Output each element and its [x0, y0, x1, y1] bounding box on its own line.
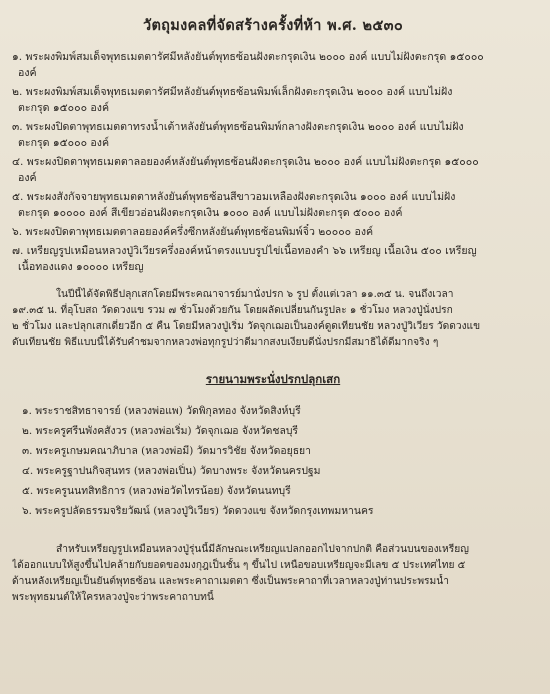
- list-item: [12, 154, 534, 186]
- monk-item: ๓. พระครูเกษมคณาภิบาล (หลวงพ่อมี) วัดมารวิชัย จังหวัดอยุธยา: [22, 445, 311, 457]
- paragraph-line: สำหรับเหรียญรูปเหมือนหลวงปู่รุ่นนี้มีลักษณะเหรียญแปลกออกไปจากปกติ คือส่วนบนของเหรียญ: [56, 544, 469, 555]
- monk-item: ๒. พระครูศรีนพังคสังวร (หลวงพ่อเริ่ม) วัดจุกเฌอ จังหวัดชลบุรี: [22, 425, 299, 437]
- list-item-text: ๑. พระผงพิมพ์สมเด็จพุทธเมตตารัศมีหลังยันต์พุทธซ้อนฝังตะกรุดเงิน ๒๐๐๐ องค์ แบบไม่ฝังตะกรุด ๑๕๐๐๐: [12, 51, 484, 63]
- monk-item: ๔. พระครูฐาปนกิจสุนทร (หลวงพ่อเปิ่น) วัดบางพระ จังหวัดนครปฐม: [22, 465, 321, 477]
- list-item-text: องค์: [18, 172, 37, 184]
- paragraph-line: ในปีนี้ได้จัดพิธีปลุกเสกโดยมีพระคณาจารย์มานั่งปรก ๖ รูป ตั้งแต่เวลา ๑๑.๓๕ น. จนถึงเวลา: [56, 289, 454, 300]
- paragraph-line: ดับเทียนชัย พิธีแบบนี้ได้รับคำชมจากหลวงพ่อทุกรูปว่าดีมากสงบเงียบดีนั่งปรกมีสมาธิได้ดีมากจริง ๆ: [12, 337, 439, 348]
- list-item-text: ๒. พระผงพิมพ์สมเด็จพุทธเมตตารัศมีหลังยันต์พุทธซ้อนพิมพ์เล็กฝังตะกรุดเงิน ๒๐๐๐ องค์ แบบไม่ฝัง: [12, 86, 453, 98]
- list-item-text: ตะกรุด ๑๐๐๐๐ องค์ สีเขียวอ่อนฝังตะกรุดเงิน ๑๐๐๐ องค์ แบบไม่ฝังตะกรุด ๕๐๐๐ องค์: [18, 207, 403, 219]
- paragraph-line: ๑๙.๓๕ น. ที่อุโบสถ วัดดวงแข รวม ๗ ชั่วโมงด้วยกัน โดยผลัดเปลี่ยนกันรูปละ ๑ ชั่วโมง หลวงปู่นั่งปรก: [12, 305, 453, 316]
- paragraph-line: ด้านหลังเหรียญเป็นยันต์พุทธซ้อน และพระคาถาเมตตา ซึ่งเป็นพระคาถาที่เวลาหลวงปู่ท่านประพรมน้ำ: [12, 576, 449, 587]
- paragraph-line: ได้ออกแบบให้สูงขึ้นไปคล้ายกับยอดของมงกุฎเป็นชั้น ๆ ขึ้นไป เหนือขอบเหรียญจะมีเลข ๕ ประเทศไทย ๕: [12, 560, 466, 571]
- ceremony-paragraph: [12, 287, 534, 351]
- monk-item: ๑. พระราชสิทธาจารย์ (หลวงพ่อแพ) วัดพิกุลทอง จังหวัดสิงห์บุรี: [22, 405, 301, 417]
- list-item-text: ๗. เหรียญรูปเหมือนหลวงปู่วิเวียรครึ่งองค์หน้าตรงแบบรูปไข่เนื้อทองคำ ๖๖ เหรียญ เนื้อเงิน ๕๐๐ เหรียญ: [12, 245, 477, 257]
- list-item-text: เนื้อทองแดง ๑๐๐๐๐ เหรียญ: [18, 261, 144, 273]
- monk-list: [12, 403, 534, 520]
- list-item: [12, 119, 534, 151]
- list-item: [12, 49, 534, 81]
- coin-paragraph: [12, 542, 534, 606]
- list-item: [12, 224, 534, 240]
- list-item: [12, 84, 534, 116]
- list-item-text: องค์: [18, 67, 37, 79]
- section-title: รายนามพระนั่งปรกปลุกเสก: [205, 372, 341, 386]
- list-item-text: ๖. พระผงปิดตาพุทธเมตตาลอยองค์ครึ่งซีกหลังยันต์พุทธซ้อนพิมพ์จิ๋ว ๒๐๐๐๐ องค์: [12, 226, 374, 238]
- page-title: วัตถุมงคลที่จัดสร้างครั้งที่ห้า พ.ศ. ๒๕๓๐: [143, 17, 403, 34]
- list-item-text: ตะกรุด ๑๕๐๐๐ องค์: [18, 137, 110, 149]
- monk-item: ๕. พระครูนนทสิทธิการ (หลวงพ่อวัดไทรน้อย) จังหวัดนนทบุรี: [22, 485, 291, 497]
- list-item: [12, 189, 534, 221]
- list-item-text: ๕. พระผงสังกัจจายพุทธเมตตาหลังยันต์พุทธซ้อนสีขาวอมเหลืองฝังตะกรุดเงิน ๑๐๐๐ องค์ แบบไม่ฝัง: [12, 191, 456, 203]
- paragraph-line: พระพุทธมนต์ให้ใครหลวงปู่จะว่าพระคาถาบทนี้: [12, 592, 214, 603]
- list-item-text: ตะกรุด ๑๕๐๐๐ องค์: [18, 102, 110, 114]
- amulet-list: [12, 49, 534, 275]
- list-item-text: ๔. พระผงปิดตาพุทธเมตตาลอยองค์หลังยันต์พุทธซ้อนฝังตะกรุดเงิน ๒๐๐๐ องค์ แบบไม่ฝังตะกรุด ๑๕๐๐๐: [12, 156, 479, 168]
- monk-item: ๖. พระครูปลัดธรรมจริยวัฒน์ (หลวงปู่วิเวียร) วัดดวงแข จังหวัดกรุงเทพมหานคร: [22, 505, 374, 517]
- list-item: [12, 243, 534, 275]
- list-item-text: ๓. พระผงปิดตาพุทธเมตตาทรงน้ำเต้าหลังยันต์พุทธซ้อนพิมพ์กลางฝังตะกรุดเงิน ๒๐๐๐ องค์ แบบไม่ฝัง: [12, 121, 464, 133]
- paragraph-line: ๒ ชั่วโมง และปลุกเสกเดี่ยวอีก ๕ คืน โดยมีหลวงปู่เริ่ม วัดจุกเฌอเป็นองค์ดูดเทียนชัย หลวงปู่วิเวียร วัดดวงแข: [12, 321, 481, 332]
